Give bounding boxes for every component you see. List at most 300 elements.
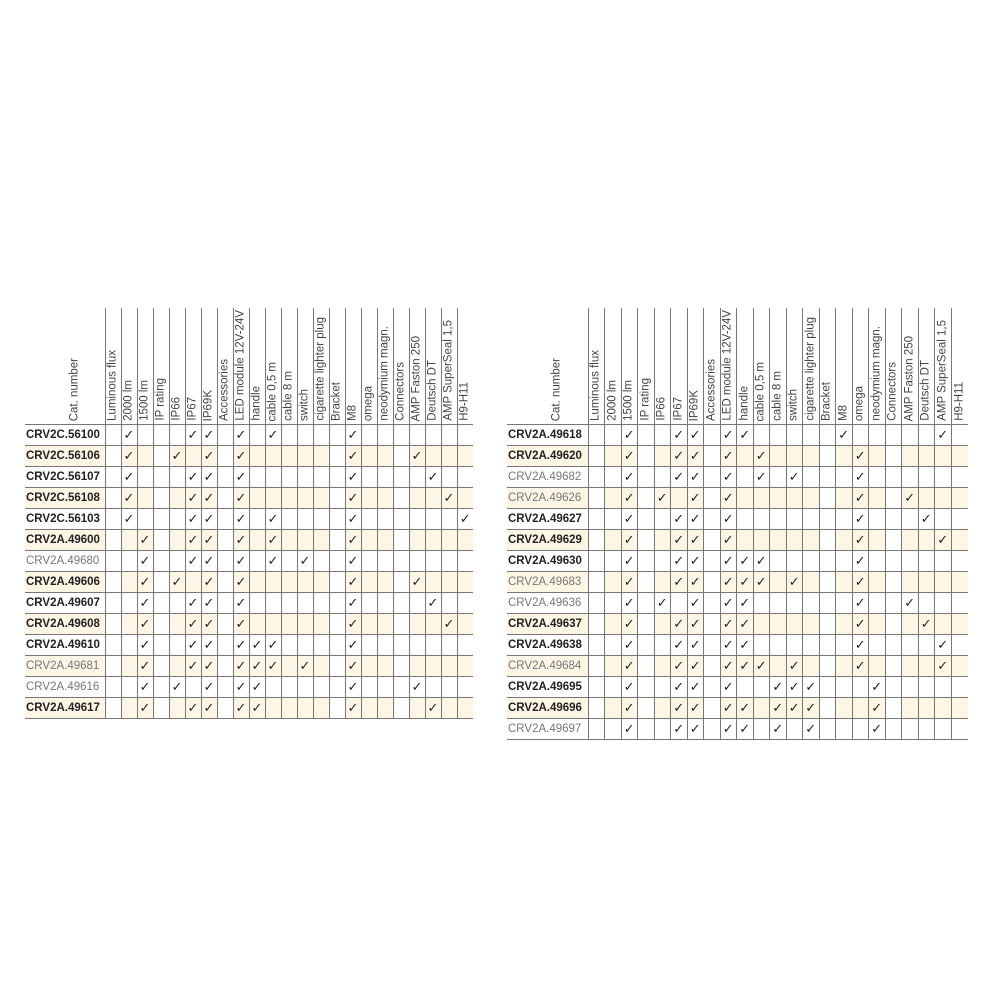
cell-connectors [393, 488, 409, 509]
cell-bracket [329, 593, 345, 614]
cell-m8 [836, 572, 853, 593]
cell-amp-superseal-1-5 [935, 509, 952, 530]
cell-luminous-flux [588, 530, 605, 551]
cell-neodymium-magn [869, 635, 886, 656]
table-row [507, 509, 968, 530]
cat-number-cell: CRV2A.49617 [25, 698, 105, 719]
column-header-label: Luminous flux [589, 350, 602, 421]
cell-ip-rating [153, 551, 169, 572]
cell-ip69k [687, 593, 704, 614]
check-icon: ✓ [267, 553, 279, 568]
check-icon: ✓ [347, 469, 359, 484]
cell-ip67 [671, 698, 688, 719]
column-header-label: 1500 lm [138, 380, 151, 421]
check-icon: ✓ [854, 637, 866, 652]
column-header-led-module-12v-24v [233, 308, 249, 425]
cell-amp-faston-250 [902, 614, 919, 635]
cell-luminous-flux [588, 677, 605, 698]
check-icon: ✓ [623, 532, 635, 547]
cell-ip69k [687, 614, 704, 635]
check-icon: ✓ [623, 427, 635, 442]
cell-switch [786, 698, 803, 719]
column-header-label: cable 8 m [282, 371, 295, 421]
cell-accessories [217, 530, 233, 551]
cell-ip-rating [638, 614, 655, 635]
cell-cable-0-5-m [265, 698, 281, 719]
cell-bracket [329, 614, 345, 635]
cell-ip69k [201, 509, 217, 530]
cell-ip67 [185, 614, 201, 635]
table-row [507, 719, 968, 740]
cell-neodymium-magn [377, 614, 393, 635]
check-icon: ✓ [347, 637, 359, 652]
cell-switch [786, 425, 803, 446]
cell-1500-lm [621, 635, 638, 656]
cell-connectors [393, 446, 409, 467]
cell-cable-8-m [281, 509, 297, 530]
table-row [25, 635, 473, 656]
cell-ip67 [671, 656, 688, 677]
cell-2000-lm [121, 488, 137, 509]
cell-ip69k [201, 698, 217, 719]
check-icon: ✓ [347, 595, 359, 610]
table-row [25, 467, 473, 488]
cell-accessories [217, 656, 233, 677]
cell-bracket [329, 572, 345, 593]
table-row [25, 551, 473, 572]
cell-amp-superseal-1-5 [441, 530, 457, 551]
check-icon: ✓ [235, 700, 247, 715]
column-header-led-module-12v-24v [720, 308, 737, 425]
cell-ip66 [169, 488, 185, 509]
check-icon: ✓ [739, 637, 751, 652]
cell-cigarette-lighter-plug [803, 719, 820, 740]
cat-number-cell: CRV2A.49680 [25, 551, 105, 572]
cell-led-module-12v-24v [233, 677, 249, 698]
column-header-label: Bracket [820, 382, 833, 421]
cell-ip67 [671, 572, 688, 593]
cell-m8 [345, 446, 361, 467]
cell-led-module-12v-24v [720, 635, 737, 656]
cell-luminous-flux [588, 656, 605, 677]
cat-number-header [507, 308, 588, 425]
cell-ip69k [201, 656, 217, 677]
cell-switch [297, 551, 313, 572]
cell-1500-lm [621, 677, 638, 698]
check-icon: ✓ [203, 637, 215, 652]
column-header-neodymium-magn [869, 308, 886, 425]
check-icon: ✓ [689, 511, 701, 526]
cell-cigarette-lighter-plug [313, 572, 329, 593]
cell-led-module-12v-24v [233, 446, 249, 467]
cell-handle [249, 698, 265, 719]
cell-h9-h11 [457, 488, 473, 509]
check-icon: ✓ [267, 637, 279, 652]
cat-number-cell: CRV2A.49600 [25, 530, 105, 551]
cell-amp-faston-250 [409, 593, 425, 614]
cell-bracket [329, 551, 345, 572]
cell-handle [737, 572, 754, 593]
cell-2000-lm [605, 509, 622, 530]
cell-bracket [329, 635, 345, 656]
cell-amp-faston-250 [409, 446, 425, 467]
cell-2000-lm [605, 656, 622, 677]
cell-1500-lm [137, 677, 153, 698]
cell-bracket [819, 593, 836, 614]
cell-1500-lm [621, 614, 638, 635]
cell-cable-0-5-m [753, 677, 770, 698]
column-header-connectors [393, 308, 409, 425]
cell-connectors [885, 719, 902, 740]
check-icon: ✓ [267, 427, 279, 442]
cell-ip69k [687, 446, 704, 467]
cell-omega [852, 698, 869, 719]
check-icon: ✓ [689, 721, 701, 736]
cell-connectors [393, 593, 409, 614]
cell-cable-8-m [770, 656, 787, 677]
cell-ip67 [671, 614, 688, 635]
cell-m8 [836, 698, 853, 719]
cell-bracket [329, 677, 345, 698]
cell-accessories [704, 572, 721, 593]
cell-deutsch-dt [425, 572, 441, 593]
column-header-m8 [345, 308, 361, 425]
cell-ip69k [201, 614, 217, 635]
cell-ip-rating [638, 698, 655, 719]
cell-ip67 [185, 530, 201, 551]
cell-ip69k [687, 509, 704, 530]
cell-amp-superseal-1-5 [935, 614, 952, 635]
cell-cigarette-lighter-plug [313, 656, 329, 677]
cell-neodymium-magn [869, 719, 886, 740]
check-icon: ✓ [427, 469, 439, 484]
check-icon: ✓ [139, 658, 151, 673]
column-header-handle [249, 308, 265, 425]
column-header-label: cigarette lighter plug [804, 317, 817, 421]
cell-ip66 [169, 530, 185, 551]
table-row [25, 614, 473, 635]
cell-connectors [885, 614, 902, 635]
cell-led-module-12v-24v [720, 677, 737, 698]
cell-amp-superseal-1-5 [935, 719, 952, 740]
column-header-cable-8-m [281, 308, 297, 425]
cell-amp-superseal-1-5 [935, 530, 952, 551]
check-icon: ✓ [689, 490, 701, 505]
cell-cable-8-m [281, 635, 297, 656]
check-icon: ✓ [347, 574, 359, 589]
cell-connectors [885, 593, 902, 614]
cell-amp-superseal-1-5 [935, 572, 952, 593]
cell-bracket [819, 698, 836, 719]
cell-connectors [393, 509, 409, 530]
check-icon: ✓ [937, 637, 949, 652]
cell-ip67 [185, 698, 201, 719]
column-header-label: IP69K [688, 389, 701, 421]
cell-neodymium-magn [869, 530, 886, 551]
check-icon: ✓ [805, 679, 817, 694]
check-icon: ✓ [937, 532, 949, 547]
table-row [507, 425, 968, 446]
cat-number-cell: CRV2A.49606 [25, 572, 105, 593]
check-icon: ✓ [411, 448, 423, 463]
cell-2000-lm [121, 593, 137, 614]
cell-ip-rating [153, 614, 169, 635]
cell-switch [786, 614, 803, 635]
check-icon: ✓ [235, 490, 247, 505]
cell-h9-h11 [457, 467, 473, 488]
column-header-label: IP66 [655, 397, 668, 421]
cell-amp-superseal-1-5 [441, 635, 457, 656]
cell-led-module-12v-24v [720, 425, 737, 446]
cell-amp-superseal-1-5 [935, 593, 952, 614]
check-icon: ✓ [673, 553, 685, 568]
cell-ip66 [654, 509, 671, 530]
cell-amp-faston-250 [902, 551, 919, 572]
check-icon: ✓ [739, 553, 751, 568]
cell-omega [852, 719, 869, 740]
cell-1500-lm [137, 656, 153, 677]
check-icon: ✓ [722, 448, 734, 463]
cell-cable-8-m [281, 677, 297, 698]
cell-amp-superseal-1-5 [441, 593, 457, 614]
cell-cable-0-5-m [753, 719, 770, 740]
cell-1500-lm [137, 635, 153, 656]
cell-omega [852, 593, 869, 614]
cell-ip69k [687, 551, 704, 572]
column-header-label: Accessories [705, 359, 718, 421]
check-icon: ✓ [187, 532, 199, 547]
column-header-switch [786, 308, 803, 425]
cell-neodymium-magn [869, 488, 886, 509]
column-header-label: 2000 lm [606, 380, 619, 421]
cat-number-cell: CRV2A.49630 [507, 551, 588, 572]
check-icon: ✓ [411, 574, 423, 589]
cell-h9-h11 [457, 656, 473, 677]
check-icon: ✓ [139, 616, 151, 631]
table-row [507, 593, 968, 614]
cat-number-cell: CRV2A.49636 [507, 593, 588, 614]
cell-m8 [345, 614, 361, 635]
cell-ip66 [169, 446, 185, 467]
cell-m8 [345, 425, 361, 446]
cell-bracket [329, 656, 345, 677]
cell-accessories [217, 488, 233, 509]
check-icon: ✓ [251, 700, 263, 715]
check-icon: ✓ [203, 469, 215, 484]
cell-2000-lm [605, 446, 622, 467]
cat-number-cell: CRV2A.49696 [507, 698, 588, 719]
cell-m8 [345, 509, 361, 530]
cell-cigarette-lighter-plug [313, 698, 329, 719]
cell-ip69k [201, 677, 217, 698]
cell-neodymium-magn [869, 698, 886, 719]
cat-number-cell: CRV2A.49638 [507, 635, 588, 656]
cell-ip-rating [638, 719, 655, 740]
check-icon: ✓ [203, 427, 215, 442]
cell-h9-h11 [951, 488, 968, 509]
cell-ip67 [671, 593, 688, 614]
column-header-2000-lm [121, 308, 137, 425]
check-icon: ✓ [347, 679, 359, 694]
cell-neodymium-magn [869, 656, 886, 677]
cell-amp-faston-250 [409, 635, 425, 656]
check-icon: ✓ [673, 511, 685, 526]
cell-ip69k [201, 635, 217, 656]
cell-cable-0-5-m [265, 656, 281, 677]
column-header-label: neodymium magn. [870, 326, 883, 421]
cell-ip-rating [153, 572, 169, 593]
cell-cigarette-lighter-plug [803, 467, 820, 488]
column-header-1500-lm [621, 308, 638, 425]
cell-1500-lm [621, 593, 638, 614]
cell-cigarette-lighter-plug [803, 425, 820, 446]
cell-deutsch-dt [918, 551, 935, 572]
check-icon: ✓ [755, 448, 767, 463]
cell-neodymium-magn [377, 446, 393, 467]
cell-bracket [819, 530, 836, 551]
cell-handle [249, 593, 265, 614]
check-icon: ✓ [187, 595, 199, 610]
cell-switch [297, 425, 313, 446]
cell-ip69k [201, 572, 217, 593]
check-icon: ✓ [739, 658, 751, 673]
cat-number-cell: CRV2A.49620 [507, 446, 588, 467]
cell-ip69k [201, 530, 217, 551]
cell-amp-superseal-1-5 [935, 656, 952, 677]
column-header-label: AMP Faston 250 [903, 335, 916, 421]
cell-neodymium-magn [869, 446, 886, 467]
column-header-accessories [704, 308, 721, 425]
column-header-bracket [819, 308, 836, 425]
check-icon: ✓ [722, 637, 734, 652]
check-icon: ✓ [347, 532, 359, 547]
column-header-ip69k [201, 308, 217, 425]
check-icon: ✓ [139, 595, 151, 610]
cell-cigarette-lighter-plug [803, 635, 820, 656]
cell-cigarette-lighter-plug [803, 593, 820, 614]
cell-connectors [393, 425, 409, 446]
cell-amp-superseal-1-5 [441, 656, 457, 677]
cell-amp-faston-250 [409, 698, 425, 719]
cell-h9-h11 [951, 677, 968, 698]
cell-cable-8-m [281, 698, 297, 719]
check-icon: ✓ [347, 658, 359, 673]
cell-ip66 [654, 593, 671, 614]
cell-handle [737, 656, 754, 677]
table-body [507, 425, 968, 740]
cell-2000-lm [605, 635, 622, 656]
check-icon: ✓ [203, 532, 215, 547]
cell-h9-h11 [457, 593, 473, 614]
cell-cable-8-m [770, 614, 787, 635]
cell-accessories [217, 572, 233, 593]
cell-amp-faston-250 [902, 530, 919, 551]
column-header-label: IP69K [202, 389, 215, 421]
cell-deutsch-dt [425, 551, 441, 572]
check-icon: ✓ [251, 679, 263, 694]
cell-bracket [329, 698, 345, 719]
cell-ip69k [687, 572, 704, 593]
cell-accessories [217, 698, 233, 719]
cell-switch [297, 488, 313, 509]
table-row [25, 530, 473, 551]
cell-cigarette-lighter-plug [803, 698, 820, 719]
cell-amp-superseal-1-5 [441, 446, 457, 467]
cell-omega [361, 698, 377, 719]
cell-bracket [819, 677, 836, 698]
cell-ip67 [185, 446, 201, 467]
column-header-ip69k [687, 308, 704, 425]
cell-amp-faston-250 [902, 635, 919, 656]
cell-ip66 [169, 635, 185, 656]
cell-omega [361, 509, 377, 530]
cell-h9-h11 [951, 530, 968, 551]
cell-omega [361, 614, 377, 635]
cell-connectors [885, 467, 902, 488]
check-icon: ✓ [623, 490, 635, 505]
cell-1500-lm [621, 530, 638, 551]
cell-amp-superseal-1-5 [441, 488, 457, 509]
cat-number-cell: CRV2C.56103 [25, 509, 105, 530]
cell-accessories [217, 551, 233, 572]
column-header-omega [852, 308, 869, 425]
cell-luminous-flux [105, 572, 121, 593]
cell-luminous-flux [588, 593, 605, 614]
cell-deutsch-dt [425, 614, 441, 635]
check-icon: ✓ [235, 553, 247, 568]
cell-amp-faston-250 [902, 509, 919, 530]
cell-m8 [345, 656, 361, 677]
cell-cable-0-5-m [753, 509, 770, 530]
check-icon: ✓ [347, 616, 359, 631]
cell-cable-0-5-m [753, 488, 770, 509]
column-header-label: 1500 lm [622, 380, 635, 421]
cell-ip66 [654, 551, 671, 572]
check-icon: ✓ [123, 448, 135, 463]
cell-accessories [704, 698, 721, 719]
cell-cable-0-5-m [753, 425, 770, 446]
cell-switch [786, 635, 803, 656]
column-header-label: H9-H11 [953, 382, 965, 421]
cell-m8 [836, 656, 853, 677]
cell-ip66 [169, 614, 185, 635]
check-icon: ✓ [739, 700, 751, 715]
cell-handle [737, 698, 754, 719]
cell-ip69k [687, 488, 704, 509]
cell-h9-h11 [457, 677, 473, 698]
cell-bracket [329, 446, 345, 467]
cell-led-module-12v-24v [720, 572, 737, 593]
check-icon: ✓ [689, 574, 701, 589]
check-icon: ✓ [203, 658, 215, 673]
check-icon: ✓ [347, 553, 359, 568]
cell-cable-8-m [281, 488, 297, 509]
cell-1500-lm [621, 425, 638, 446]
cell-neodymium-magn [869, 593, 886, 614]
check-icon: ✓ [722, 616, 734, 631]
column-header-label: AMP SuperSeal 1,5 [936, 320, 949, 421]
cell-bracket [329, 425, 345, 446]
cell-ip67 [671, 719, 688, 740]
cell-1500-lm [621, 488, 638, 509]
cell-luminous-flux [588, 488, 605, 509]
check-icon: ✓ [235, 658, 247, 673]
cell-ip69k [687, 656, 704, 677]
cell-cigarette-lighter-plug [313, 446, 329, 467]
column-header-label: Deutsch DT [919, 360, 932, 421]
column-header-m8 [836, 308, 853, 425]
column-header-luminous-flux [588, 308, 605, 425]
